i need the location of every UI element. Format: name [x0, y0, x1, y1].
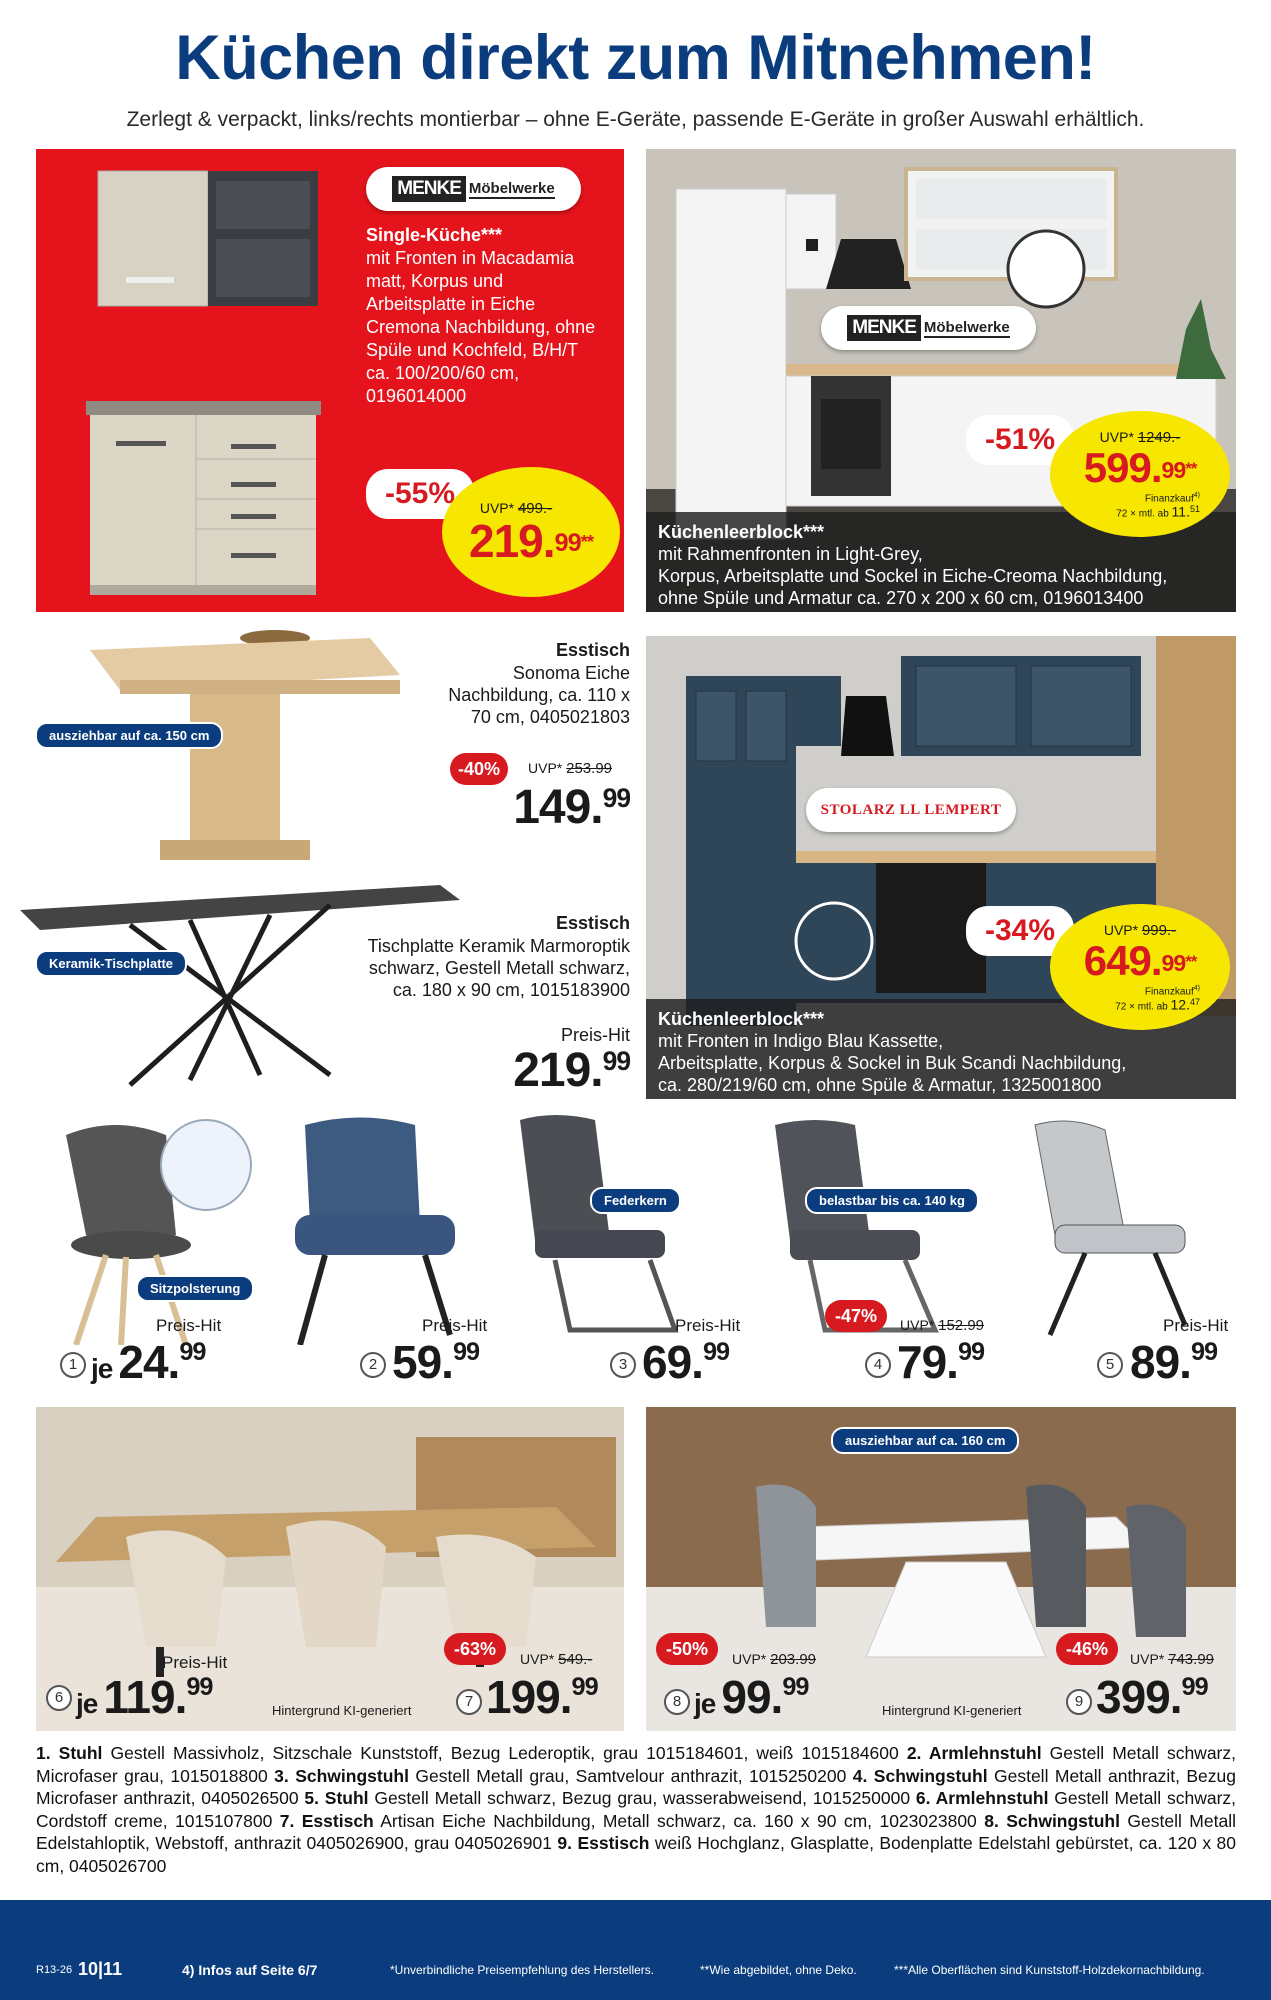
menke-logo-a: MENKE [847, 315, 921, 341]
finance-note: 4) [1193, 984, 1200, 992]
chair-4-number: 4 [865, 1352, 891, 1378]
desc-5-text: Gestell Metall schwarz, Bezug grau, wasserabweisend, 1015250000 [368, 1788, 916, 1808]
price-main: 599. [1083, 443, 1162, 491]
dining-7-uvp [520, 1651, 592, 1668]
footer-note-3: ***Alle Oberflächen sind Kunststoff-Holzdekornachbildung. [894, 1963, 1205, 1977]
product-name: Küchenleerblock*** [658, 1009, 825, 1029]
price-main: 24. [118, 1336, 180, 1388]
uvp-label: UVP* [732, 1651, 767, 1667]
chair-5-label: Preis-Hit [1163, 1316, 1229, 1335]
finance-cents: 47 [1189, 997, 1200, 1007]
desc-4-title: 4. Schwingstuhl [852, 1765, 988, 1786]
desc-9-text: weiß Hochglanz, Glasplatte, Bodenplatte Edelstahl gebürstet, ca. 120 x 80 cm, 0405026700 [36, 1833, 1237, 1876]
kitchen-block-1-panel[interactable] [646, 149, 1236, 612]
price-cents: 99 [602, 1045, 630, 1076]
table-2-label: Preis-Hit [560, 1025, 630, 1045]
price-cents: 99 [571, 1672, 598, 1701]
price-main: 89. [1130, 1336, 1191, 1388]
product-line-1: mit Fronten in Indigo Blau Kassette, [658, 1030, 944, 1051]
dining-7-price [486, 1670, 598, 1724]
chair-3-tag: Federkern [590, 1187, 681, 1214]
chair-5-price [1130, 1335, 1217, 1389]
table-1-discount: -40% [450, 753, 508, 785]
dining-8-discount: -50% [656, 1633, 718, 1665]
chair-3-label: Preis-Hit [675, 1316, 741, 1335]
price-main: 69. [642, 1336, 703, 1388]
uvp-price: 999.- [1141, 921, 1177, 939]
uvp-label: UVP* [520, 1651, 555, 1667]
desc-8-title: 8. Schwingstuhl [984, 1810, 1120, 1831]
price-cents: 99 [186, 1672, 213, 1701]
table-1-block[interactable] [10, 620, 630, 870]
product-descriptions [36, 1742, 1236, 1877]
menke-logo [821, 306, 1036, 350]
price-mark: ** [1185, 459, 1197, 479]
price-prefix: je [91, 1353, 113, 1384]
product-line-2: Arbeitsplatte, Korpus & Sockel in Buk Scandi Nachbildung, [658, 1052, 1127, 1073]
desc-6-title: 6. Armlehnstuhl [915, 1788, 1049, 1808]
uvp-price: 203.99 [770, 1651, 817, 1668]
dining-9-number: 9 [1066, 1689, 1092, 1715]
kitchen-block-2-price-burst [1050, 904, 1230, 1030]
price-prefix: je [76, 1688, 98, 1719]
price-cents: 99 [1161, 456, 1186, 483]
kitchen-block-1-price-burst [1050, 411, 1230, 537]
menke-logo-a: MENKE [392, 176, 466, 202]
price-cents: 99 [1190, 1337, 1218, 1366]
uvp-price: 1249.- [1137, 428, 1181, 446]
product-name: Küchenleerblock*** [658, 522, 825, 542]
chair-4-block[interactable] [760, 1105, 1000, 1395]
chair-3-price [642, 1335, 729, 1389]
dining-right-tag: ausziehbar auf ca. 160 cm [831, 1427, 1019, 1454]
desc-7-text: Artisan Eiche Nachbildung, Metall schwarz, ca. 160 x 90 cm, 1023023800 [373, 1810, 985, 1831]
uvp-price: 743.99 [1168, 1651, 1215, 1668]
chair-2-label: Preis-Hit [422, 1316, 488, 1335]
chair-2-block[interactable] [270, 1105, 500, 1395]
kitchen-block-2-discount: -34% [966, 906, 1074, 956]
table-1-price [513, 780, 630, 835]
price-cents: 99 [602, 782, 630, 813]
finance-info [1080, 490, 1200, 520]
desc-2-text: Gestell Metall schwarz, Microfaser grau, 1015018800 [36, 1743, 1236, 1786]
footer-pages: 10|11 [78, 1959, 123, 1979]
table-2-block[interactable] [10, 875, 630, 1095]
finance-label: Finanzkauf [1144, 493, 1194, 504]
uvp-price: 152.99 [938, 1317, 985, 1334]
page-subtitle: Zerlegt & verpackt, links/rechts montierbar – ohne E-Geräte, passende E-Geräte in großer Auswahl erhältlich. [126, 108, 1145, 131]
chair-5-image [1025, 1115, 1225, 1345]
dining-6-number: 6 [46, 1685, 72, 1711]
table-2-description: Tischplatte Keramik Marmoroptik schwarz, Gestell Metall schwarz, ca. 180 x 90 cm, 1015183900 [367, 936, 630, 1000]
chair-1-label: Preis-Hit [156, 1316, 222, 1335]
product-line-3: ohne Spüle und Armatur ca. 270 x 200 x 60 cm, 0196013400 [658, 587, 1144, 608]
single-kitchen-panel[interactable] [36, 149, 624, 612]
ai-note: Hintergrund KI-generiert [272, 1703, 412, 1718]
desc-8-text: Gestell Metall Edelstahloptik, Webstoff, anthrazit 0405026900, grau 0405026901 [36, 1810, 1236, 1853]
uvp-label: UVP* [1103, 921, 1139, 938]
table-2-price [513, 1043, 630, 1095]
dining-9-price [1096, 1670, 1208, 1724]
single-kitchen-name: Single-Küche*** [366, 225, 503, 245]
chair-1-tag: Sitzpolsterung [136, 1275, 254, 1302]
price-main: 649. [1083, 936, 1162, 984]
chair-1-block[interactable] [36, 1105, 266, 1395]
uvp-label: UVP* [900, 1317, 935, 1333]
single-kitchen-price-burst [442, 467, 620, 597]
uvp-price: 253.99 [566, 760, 613, 777]
chair-4-price [897, 1335, 984, 1389]
price-main: 219. [469, 514, 555, 567]
menke-logo-b: Möbelwerke [923, 318, 1010, 336]
kitchen-block-1-discount: -51% [966, 415, 1074, 465]
price-main: 59. [392, 1336, 453, 1388]
dining-8-uvp [732, 1651, 816, 1668]
ai-note: Hintergrund KI-generiert [882, 1703, 1022, 1718]
dining-8-number: 8 [664, 1689, 690, 1715]
uvp-label: UVP* [1099, 428, 1134, 445]
desc-4-text: Gestell Metall anthrazit, Bezug Microfaser anthrazit, 0405026500 [36, 1765, 1237, 1808]
price-mark: ** [580, 531, 593, 553]
price-cents: 99 [554, 529, 581, 558]
finance-rate: 72 × mtl. ab [1115, 1001, 1168, 1013]
dining-right-panel[interactable] [646, 1407, 1236, 1731]
desc-5-title: 5. Stuhl [304, 1788, 369, 1808]
dining-8-price [694, 1670, 808, 1724]
dining-7-number: 7 [456, 1689, 482, 1715]
chair-1-price [91, 1335, 205, 1389]
single-kitchen-image [76, 159, 366, 599]
chair-3-image [515, 1110, 715, 1350]
price-cents: 99 [1181, 1672, 1208, 1701]
desc-9-title: 9. Esstisch [557, 1833, 650, 1853]
dining-7-discount: -63% [444, 1633, 506, 1665]
price-cents: 99 [702, 1337, 730, 1366]
kitchen-block-1-price [1083, 443, 1197, 491]
footer-code: R13-26 [36, 1964, 73, 1976]
desc-1-text: Gestell Massivholz, Sitzschale Kunststoff, Bezug Lederoptik, grau 1015184601, weiß 1015184600 [102, 1743, 907, 1763]
finance-label: Finanzkauf [1144, 986, 1194, 997]
footer [0, 1900, 1271, 2000]
product-line-3: ca. 280/219/60 cm, ohne Spüle & Armatur, 1325001800 [658, 1074, 1102, 1095]
price-main: 79. [897, 1336, 958, 1388]
finance-main: 12. [1170, 996, 1190, 1013]
desc-2-title: 2. Armlehnstuhl [906, 1743, 1042, 1763]
price-cents: 99 [179, 1337, 206, 1366]
chair-4-tag: belastbar bis ca. 140 kg [805, 1187, 979, 1214]
single-kitchen-discount: -55% [366, 469, 474, 519]
uvp-label: UVP* [479, 499, 515, 516]
chair-5-block[interactable] [1005, 1105, 1245, 1395]
single-kitchen-description: mit Fronten in Macadamia matt, Korpus und Arbeitsplatte in Eiche Cremona Nachbildung, ohne Spüle und Kochfeld, B/H/T ca. 100/200/60 cm, 0196014000 [366, 248, 596, 406]
desc-1-title: 1. Stuhl [36, 1743, 103, 1763]
desc-3-text: Gestell Metall grau, Samtvelour anthrazit, 1015250200 [408, 1765, 853, 1786]
price-main: 149. [513, 781, 603, 834]
price-prefix: je [694, 1688, 716, 1719]
stolarz-lempert-logo: STOLARZ LL LEMPERT [806, 788, 1016, 832]
chair-2-number: 2 [360, 1352, 386, 1378]
price-mark: ** [1185, 952, 1197, 972]
chair-3-number: 3 [610, 1352, 636, 1378]
dining-9-discount: -46% [1056, 1633, 1118, 1665]
price-main: 99. [721, 1671, 783, 1723]
chair-3-block[interactable] [510, 1105, 760, 1395]
finance-main: 11. [1171, 503, 1190, 520]
price-main: 399. [1096, 1671, 1182, 1723]
single-kitchen-price [469, 514, 593, 567]
price-cents: 99 [1161, 949, 1186, 976]
table-1-uvp [528, 760, 612, 777]
table-1-tag: ausziehbar auf ca. 150 cm [35, 722, 223, 749]
price-main: 119. [103, 1671, 187, 1723]
uvp-label: UVP* [1130, 1651, 1165, 1667]
desc-3-title: 3. Schwingstuhl [274, 1765, 409, 1786]
dining-9-uvp [1130, 1651, 1214, 1668]
uvp-price: 549.- [558, 1651, 593, 1668]
footer-note-2: **Wie abgebildet, ohne Deko. [700, 1963, 857, 1977]
chair-1-image [56, 1115, 256, 1345]
menke-logo [366, 167, 581, 211]
price-cents: 99 [957, 1337, 985, 1366]
price-main: 199. [486, 1671, 572, 1723]
chair-2-price [392, 1335, 479, 1389]
desc-7-title: 7. Esstisch [279, 1810, 374, 1831]
chair-4-discount: -47% [825, 1300, 887, 1332]
uvp-price: 499.- [517, 499, 553, 517]
chair-2-image [285, 1115, 488, 1345]
dining-6-label: Preis-Hit [162, 1653, 228, 1672]
dining-6-price [76, 1670, 213, 1724]
table-2-tag: Keramik-Tischplatte [35, 950, 187, 977]
finance-rate: 72 × mtl. ab [1116, 508, 1169, 520]
uvp-label: UVP* [528, 760, 563, 776]
table-2-name: Esstisch [555, 913, 630, 933]
table-1-description: Sonoma Eiche Nachbildung, ca. 110 x 70 cm, 0405021803 [448, 663, 630, 727]
chair-1-number: 1 [60, 1352, 86, 1378]
dining-left-panel[interactable] [36, 1407, 624, 1731]
price-main: 219. [513, 1044, 603, 1095]
chair-5-number: 5 [1097, 1352, 1123, 1378]
footer-info: 4) Infos auf Seite 6/7 [182, 1962, 318, 1978]
chair-4-uvp [900, 1317, 984, 1334]
product-line-2: Korpus, Arbeitsplatte und Sockel in Eiche-Creoma Nachbildung, [658, 565, 1168, 586]
menke-logo-b: Möbelwerke [468, 179, 555, 197]
product-line-1: mit Rahmenfronten in Light-Grey, [658, 543, 923, 564]
finance-cents: 51 [1189, 504, 1200, 514]
desc-6-text: Gestell Metall schwarz, Cordstoff creme, 1015107800 [36, 1788, 1237, 1831]
price-cents: 99 [782, 1672, 809, 1701]
finance-note: 4) [1193, 491, 1200, 499]
finance-info [1080, 983, 1200, 1013]
page-title: Küchen direkt zum Mitnehmen! [175, 23, 1096, 93]
table-1-name: Esstisch [555, 640, 630, 660]
footer-note-1: *Unverbindliche Preisempfehlung des Herstellers. [390, 1963, 655, 1977]
kitchen-block-2-price [1083, 936, 1197, 984]
kitchen-block-2-panel[interactable] [646, 636, 1236, 1099]
price-cents: 99 [452, 1337, 480, 1366]
